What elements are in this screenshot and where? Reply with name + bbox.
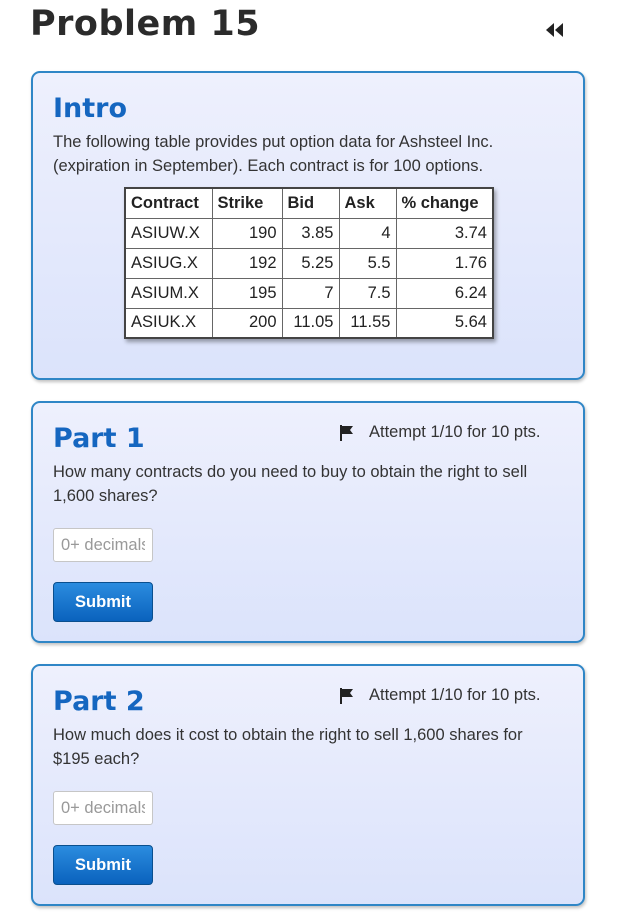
cell-strike: 200 <box>212 308 282 338</box>
part1-submit-button[interactable]: Submit <box>53 582 153 622</box>
flag-icon[interactable] <box>339 687 355 705</box>
part2-submit-button[interactable]: Submit <box>53 845 153 885</box>
column-header-contract: Contract <box>125 188 212 218</box>
part2-attempt-text: Attempt 1/10 for 10 pts. <box>369 686 541 704</box>
cell-ask: 5.5 <box>339 248 396 278</box>
part1-card <box>31 401 585 643</box>
column-header-strike: Strike <box>212 188 282 218</box>
cell-ask: 4 <box>339 218 396 248</box>
cell-change: 3.74 <box>396 218 493 248</box>
cell-ask: 11.55 <box>339 308 396 338</box>
part2-card <box>31 664 585 906</box>
cell-contract: ASIUK.X <box>125 308 212 338</box>
cell-bid: 5.25 <box>282 248 339 278</box>
part2-question: How much does it cost to obtain the right to sell 1,600 shares for $195 each? <box>53 726 523 768</box>
intro-text: The following table provides put option data for Ashsteel Inc. (expiration in September). Each contract is for 100 options. <box>53 133 494 175</box>
table-header-row <box>125 188 493 218</box>
cell-ask: 7.5 <box>339 278 396 308</box>
cell-bid: 7 <box>282 278 339 308</box>
column-header-ask: Ask <box>339 188 396 218</box>
part1-attempt-text: Attempt 1/10 for 10 pts. <box>369 423 541 441</box>
part2-title: Part 2 <box>53 686 145 717</box>
page-title: Problem 15 <box>30 4 261 44</box>
table-row <box>125 278 493 308</box>
part2-attempt-status <box>339 686 541 705</box>
part1-title: Part 1 <box>53 423 145 454</box>
table-row <box>125 248 493 278</box>
column-header-change: % change <box>396 188 493 218</box>
cell-change: 6.24 <box>396 278 493 308</box>
column-header-bid: Bid <box>282 188 339 218</box>
part2-answer-input[interactable] <box>53 791 153 825</box>
cell-strike: 192 <box>212 248 282 278</box>
cell-strike: 195 <box>212 278 282 308</box>
intro-card <box>31 71 585 380</box>
double-chevron-left-icon[interactable] <box>544 20 566 40</box>
cell-bid: 3.85 <box>282 218 339 248</box>
cell-contract: ASIUM.X <box>125 278 212 308</box>
table-row <box>125 218 493 248</box>
cell-change: 1.76 <box>396 248 493 278</box>
flag-icon[interactable] <box>339 424 355 442</box>
options-table <box>124 187 494 339</box>
cell-change: 5.64 <box>396 308 493 338</box>
cell-contract: ASIUW.X <box>125 218 212 248</box>
intro-title: Intro <box>53 93 128 124</box>
part1-question: How many contracts do you need to buy to obtain the right to sell 1,600 shares? <box>53 463 528 505</box>
table-row <box>125 308 493 338</box>
cell-strike: 190 <box>212 218 282 248</box>
cell-bid: 11.05 <box>282 308 339 338</box>
cell-contract: ASIUG.X <box>125 248 212 278</box>
part1-attempt-status <box>339 423 541 442</box>
part1-answer-input[interactable] <box>53 528 153 562</box>
